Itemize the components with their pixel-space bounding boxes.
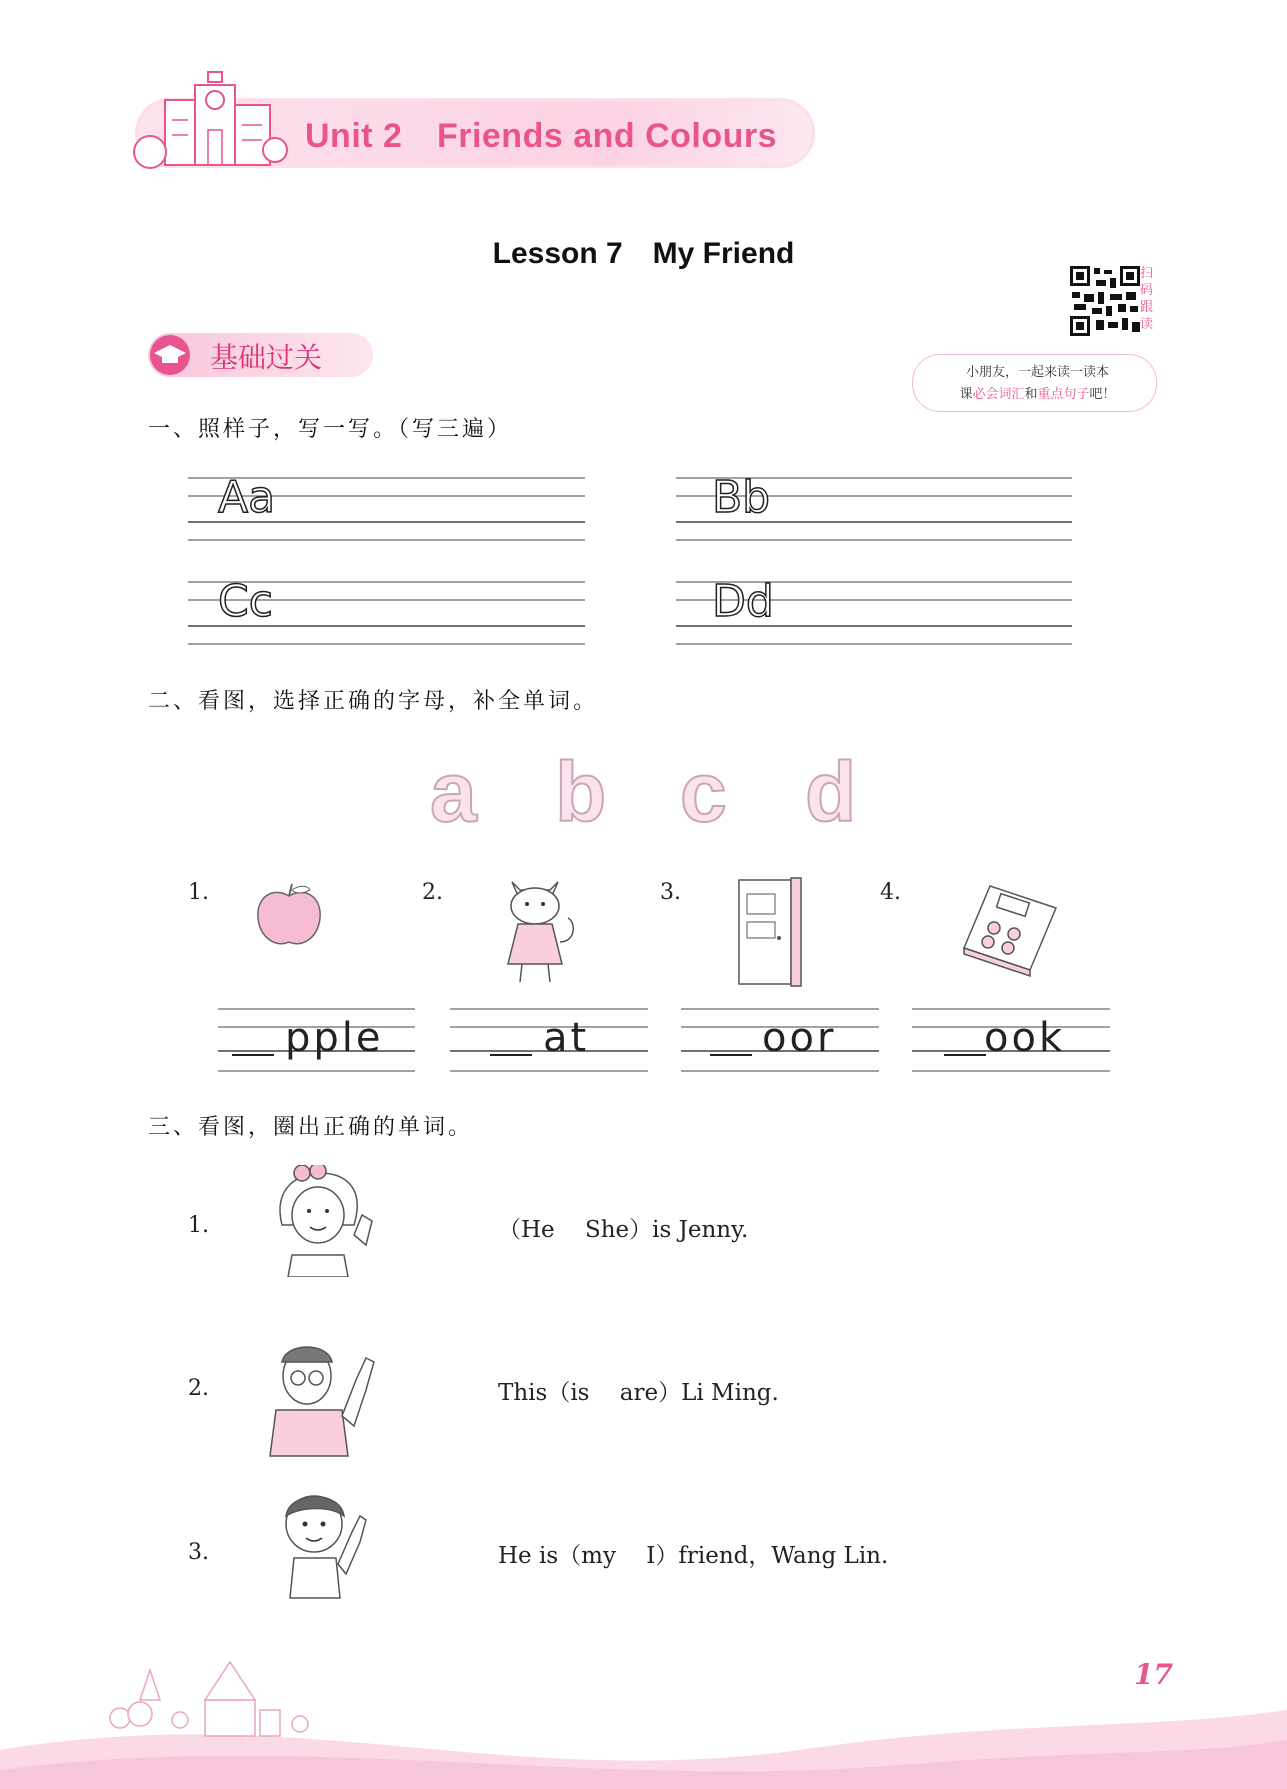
apple-icon [252,882,327,952]
page-number: 17 [1134,1658,1173,1691]
q3-sentence-1[interactable]: （He She）is Jenny. [498,1217,749,1243]
footer-wave [0,1640,1287,1789]
blank-word-3[interactable]: oor [762,1015,837,1061]
boy-icon [272,1486,372,1602]
blank-word-1[interactable]: pple [285,1015,384,1061]
letter-model-bb: Bb [712,472,771,523]
section-label: 基础过关 [210,341,323,374]
blank-word-4[interactable]: ook [984,1015,1066,1061]
q3-item-number: 3. [188,1540,209,1565]
unit-title: Unit 2 Friends and Colours [305,117,778,155]
q2-answer-lines [0,1005,1287,1085]
graduation-cap-icon [148,333,198,377]
q3-sentence-3[interactable]: He is（my I）friend，Wang Lin. [498,1543,889,1569]
option-letter-c: c [680,745,727,839]
bubble-text: 小朋友，一起来读一读本 课必会词汇和重点句子吧！ [959,365,1116,402]
q2-item-number: 2. [422,880,443,905]
qr-code-icon[interactable] [1070,266,1140,336]
book-icon [960,882,1060,978]
q2-title: 二、看图，选择正确的字母，补全单词。 [148,689,599,714]
q1-title: 一、照样子，写一写。（写三遍） [148,417,513,442]
option-letter-d: d [805,745,857,839]
letter-options [430,745,870,842]
door-icon [735,876,807,988]
q2-item-number: 1. [188,880,209,905]
boy-glasses-icon [262,1340,378,1458]
cat-icon [490,872,580,990]
q3-item-number: 2. [188,1376,209,1401]
letter-model-aa: Aa [218,472,276,523]
letter-model-dd: Dd [712,576,774,627]
q2-item-number: 4. [880,880,901,905]
q1-writing-lines [0,470,1287,650]
school-building-icon [120,70,290,180]
lesson-title: Lesson 7 My Friend [492,237,795,270]
q3-title: 三、看图，圈出正确的单词。 [148,1115,474,1140]
option-letter-a: a [430,745,477,839]
girl-icon [262,1165,380,1277]
letter-model-cc: Cc [218,576,273,627]
q3-item-number: 1. [188,1213,209,1238]
blank-word-2[interactable]: at [543,1015,590,1061]
q2-item-number: 3. [660,880,681,905]
option-letter-b: b [555,745,607,839]
scan-label: 扫码跟读 [1140,266,1154,332]
q3-sentence-2[interactable]: This（is are）Li Ming. [498,1380,779,1406]
